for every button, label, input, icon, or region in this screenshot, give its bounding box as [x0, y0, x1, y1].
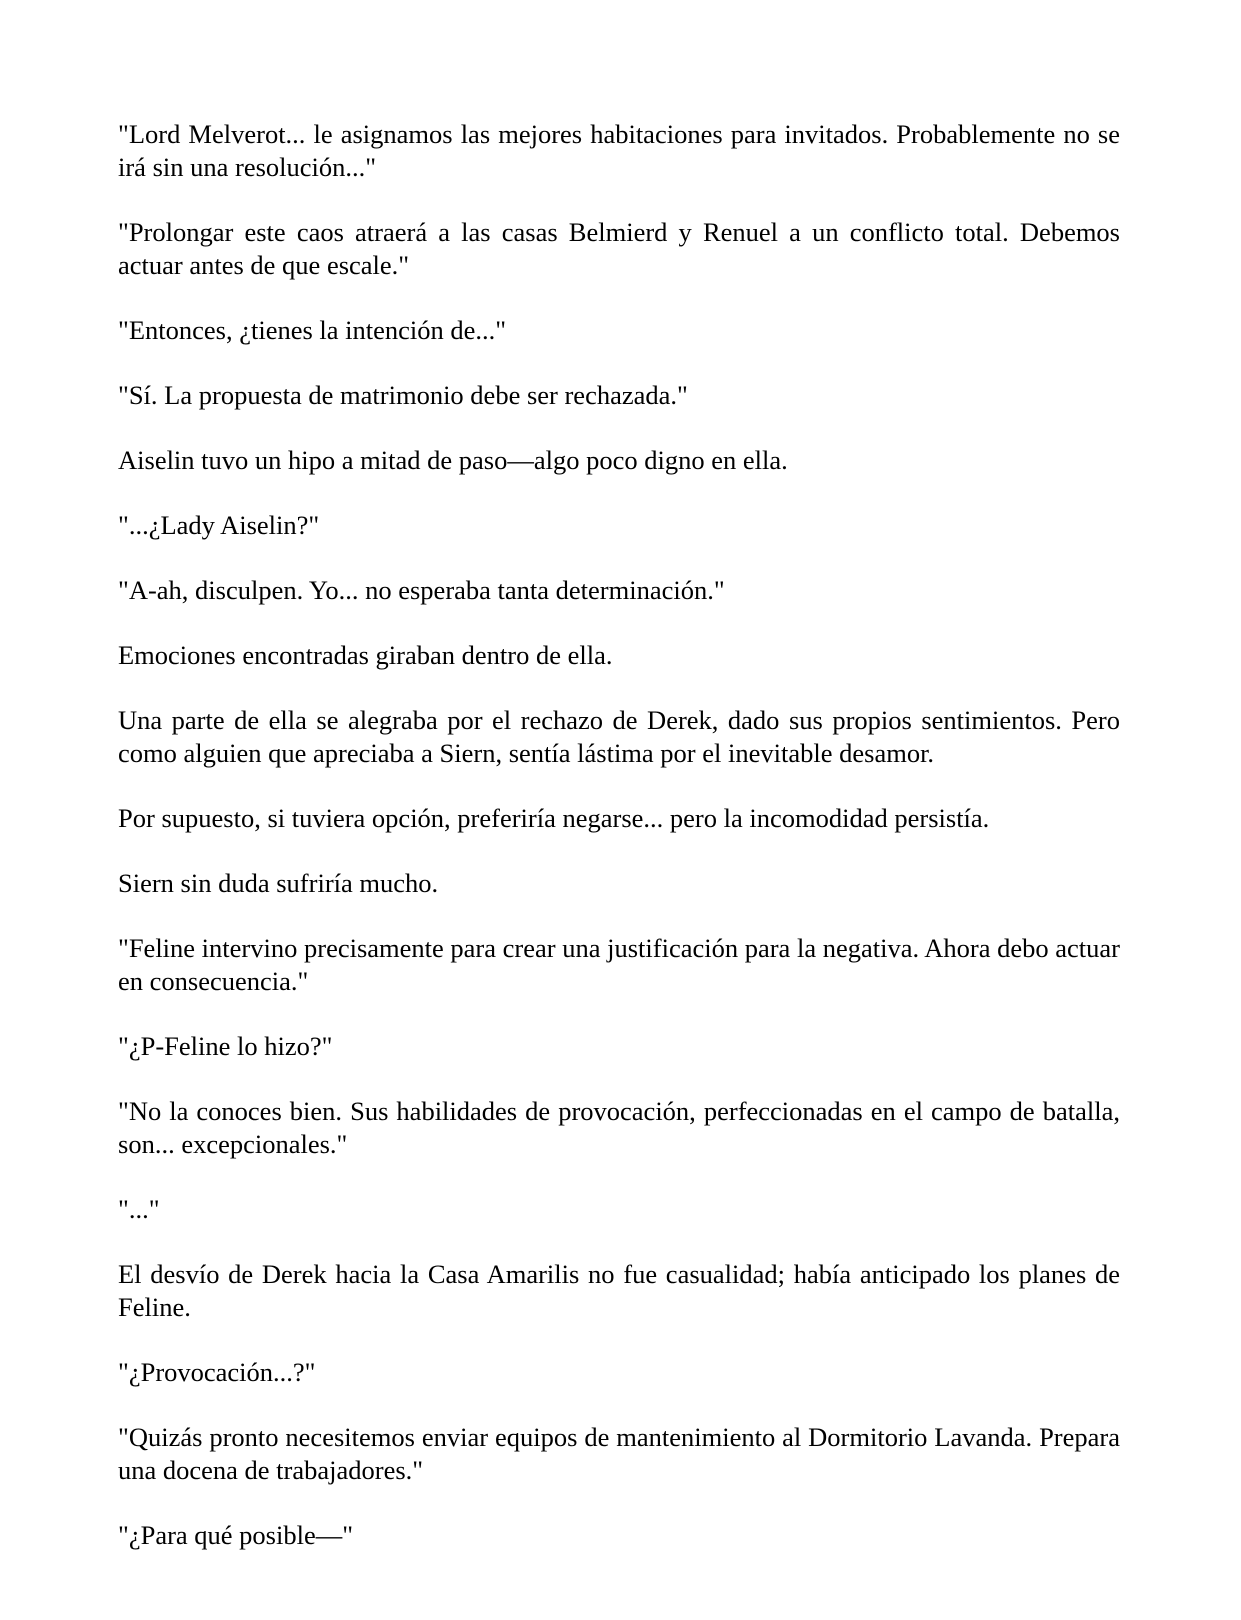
paragraph-16: El desvío de Derek hacia la Casa Amarilis no fue casualidad; había anticipado los planes de Feline.	[118, 1259, 1120, 1322]
paragraph-6: "...¿Lady Aiselin?"	[118, 510, 320, 540]
paragraph-18: "Quizás pronto necesitemos enviar equipos de mantenimiento al Dormitorio Lavanda. Prepara una docena de trabajadores."	[118, 1422, 1120, 1485]
paragraph-3: "Entonces, ¿tienes la intención de..."	[118, 315, 507, 345]
paragraph-19: "¿Para qué posible—"	[118, 1520, 354, 1550]
paragraph-11: Siern sin duda sufriría mucho.	[118, 868, 439, 898]
paragraph-4: "Sí. La propuesta de matrimonio debe ser rechazada."	[118, 380, 688, 410]
paragraph-1: "Lord Melverot... le asignamos las mejores habitaciones para invitados. Probablemente no se irá sin una resolución..."	[118, 119, 1120, 182]
paragraph-5: Aiselin tuvo un hipo a mitad de paso—algo poco digno en ella.	[118, 445, 788, 475]
paragraph-7: "A-ah, disculpen. Yo... no esperaba tanta determinación."	[118, 575, 725, 605]
paragraph-8: Emociones encontradas giraban dentro de ella.	[118, 640, 613, 670]
paragraph-12: "Feline intervino precisamente para crear una justificación para la negativa. Ahora debo actuar en consecuencia."	[118, 933, 1120, 996]
paragraph-15: "..."	[118, 1194, 160, 1224]
paragraph-13: "¿P-Feline lo hizo?"	[118, 1031, 333, 1061]
paragraph-17: "¿Provocación...?"	[118, 1357, 316, 1387]
paragraph-10: Por supuesto, si tuviera opción, preferiría negarse... pero la incomodidad persistía.	[118, 803, 990, 833]
document-page	[118, 118, 1120, 1584]
paragraph-14: "No la conoces bien. Sus habilidades de provocación, perfeccionadas en el campo de batalla, son... excepcionales."	[118, 1096, 1120, 1159]
paragraph-9: Una parte de ella se alegraba por el rechazo de Derek, dado sus propios sentimientos. Pero como alguien que apreciaba a Siern, sentía lástima por el inevitable desamor.	[118, 705, 1120, 768]
paragraph-2: "Prolongar este caos atraerá a las casas Belmierd y Renuel a un conflicto total. Debemos actuar antes de que escale."	[118, 217, 1120, 280]
